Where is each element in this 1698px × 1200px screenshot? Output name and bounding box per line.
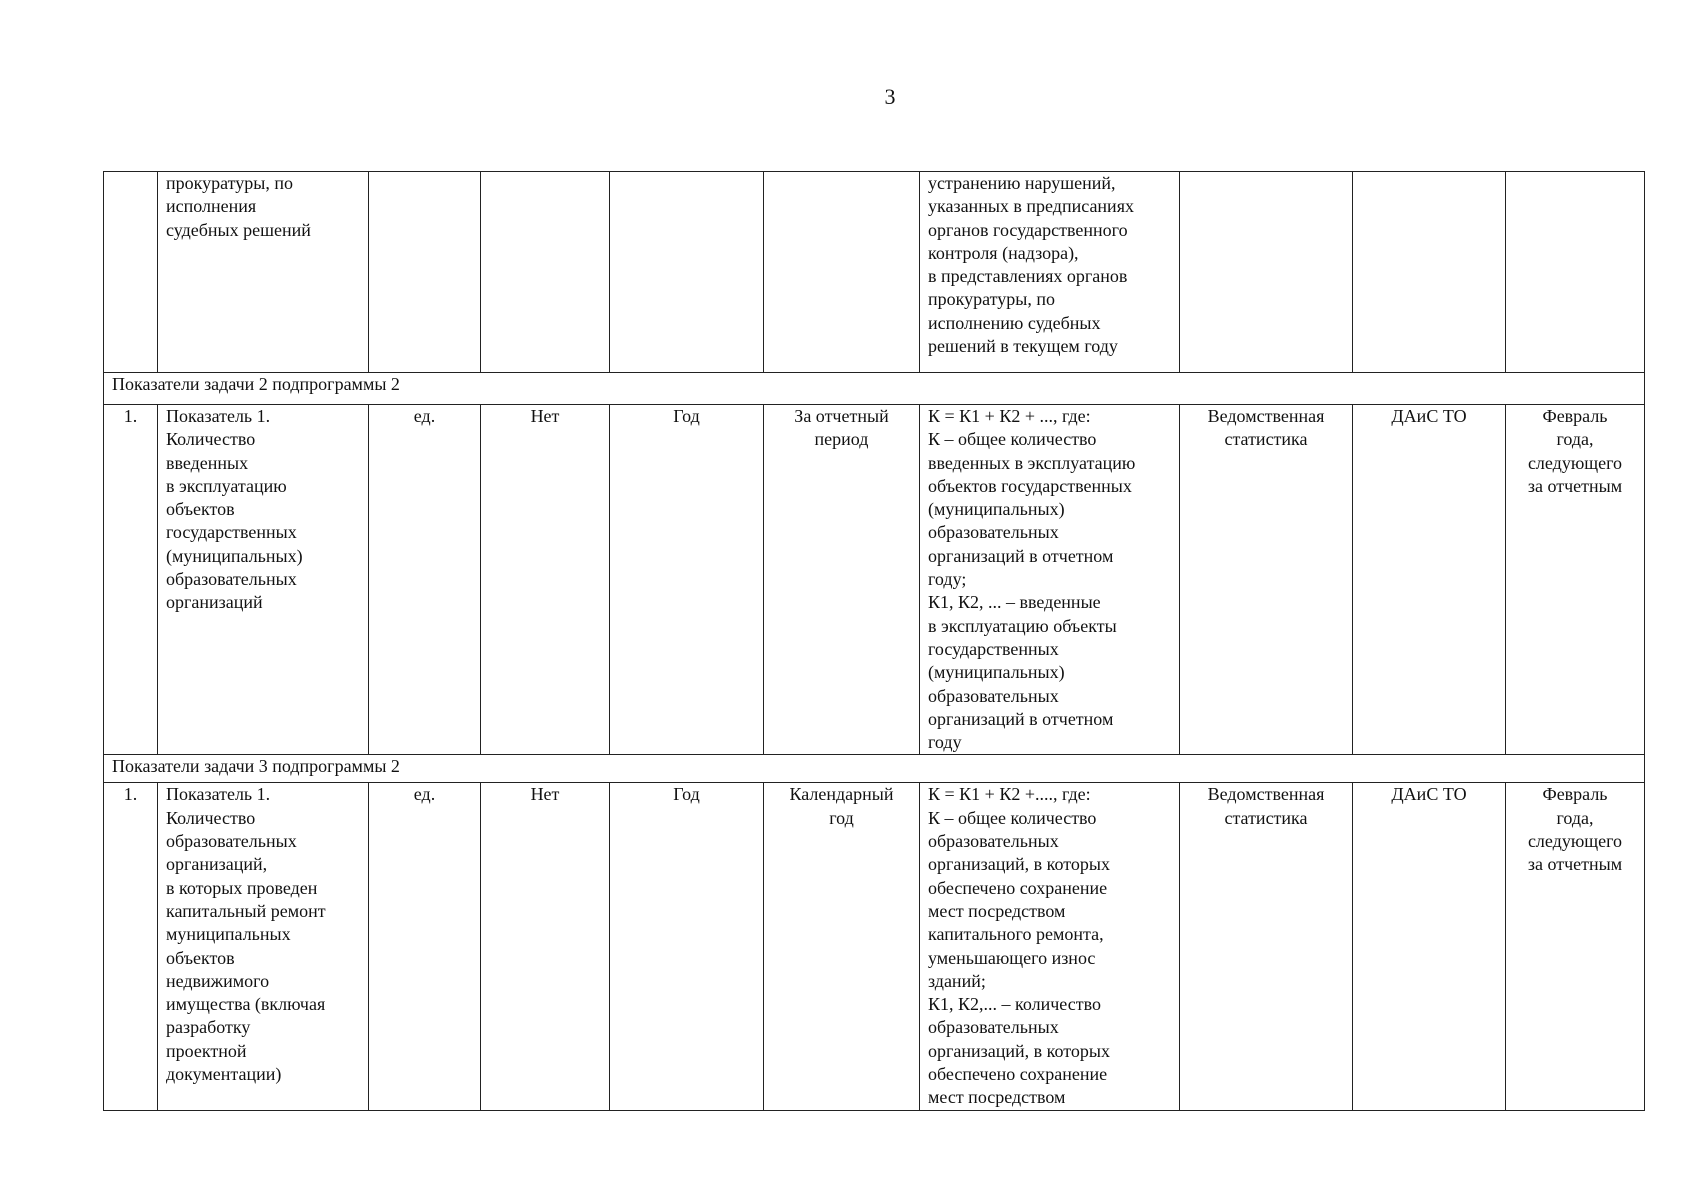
cell-flag (481, 172, 610, 373)
section-title: Показатели задачи 3 подпрограммы 2 (104, 755, 1645, 783)
cell-frequency (610, 172, 764, 373)
method-text: К = К1 + К2 + ..., где: К – общее количество введенных в эксплуатацию объектов государственных (муниципальных) образовательных организаций в отчетном году; К1, К2, ... – введенные в эксплуатацию объекты государственных (муниципальных) образовательных организаций в отчетном году (928, 406, 1136, 753)
cell-deadline (1506, 172, 1645, 373)
cell-indicator-name (158, 783, 369, 1110)
cell-source (1180, 172, 1353, 373)
cell-num (104, 172, 158, 373)
indicator-name-text: Показатель 1. Количество введенных в эксплуатацию объектов государственных (муниципальных) образовательных организаций (166, 406, 303, 613)
cell-unit: ед. (369, 405, 481, 755)
method-text: устранению нарушений, указанных в предписаниях органов государственного контроля (надзора), в представлениях органов прокуратуры, по исполнению судебных решений в текущем году (928, 173, 1134, 357)
source-text: Ведомственная статистика (1207, 406, 1325, 450)
indicators-table (103, 171, 1645, 1111)
deadline-text: Февраль года, следующего за отчетным (1527, 406, 1623, 496)
cell-responsible: ДАиС ТО (1353, 783, 1506, 1110)
cell-unit: ед. (369, 783, 481, 1110)
cell-frequency: Год (610, 783, 764, 1110)
cell-num: 1. (104, 405, 158, 755)
cell-responsible (1353, 172, 1506, 373)
table-row (104, 783, 1645, 1110)
indicator-name-text: Показатель 1. Количество образовательных организаций, в которых проведен капитальный ремонт муниципальных объектов недвижимого имущества (включая разработку проектной документации) (166, 784, 326, 1085)
cell-method (920, 172, 1180, 373)
period-text: За отчетный период (794, 406, 889, 450)
cell-method (920, 783, 1180, 1110)
cell-flag: Нет (481, 783, 610, 1110)
cell-frequency: Год (610, 405, 764, 755)
method-text: К = К1 + К2 +...., где: К – общее количество образовательных организаций, в которых обеспечено сохранение мест посредством капитального ремонта, уменьшающего износ зданий; К1, К2,... – количество образовательных организаций, в которых обеспечено сохранение мест посредством (928, 784, 1110, 1108)
section-header-row (104, 755, 1645, 783)
cell-period (764, 172, 920, 373)
cell-source (1180, 405, 1353, 755)
cell-unit (369, 172, 481, 373)
table-row-continuation (104, 172, 1645, 373)
indicator-name-text: прокуратуры, по исполнения судебных решений (166, 173, 311, 240)
section-title: Показатели задачи 2 подпрограммы 2 (104, 373, 1645, 405)
cell-flag: Нет (481, 405, 610, 755)
cell-indicator-name (158, 405, 369, 755)
deadline-text: Февраль года, следующего за отчетным (1527, 784, 1623, 875)
cell-deadline (1506, 783, 1645, 1110)
cell-source (1180, 783, 1353, 1110)
cell-period (764, 405, 920, 755)
cell-method (920, 405, 1180, 755)
cell-num: 1. (104, 783, 158, 1110)
cell-deadline (1506, 405, 1645, 755)
period-text: Календарный год (789, 784, 894, 828)
source-text: Ведомственная статистика (1207, 784, 1325, 828)
section-header-row (104, 373, 1645, 405)
cell-responsible: ДАиС ТО (1353, 405, 1506, 755)
cell-period (764, 783, 920, 1110)
table-row (104, 405, 1645, 755)
page-number: 3 (884, 84, 896, 109)
cell-indicator-name (158, 172, 369, 373)
